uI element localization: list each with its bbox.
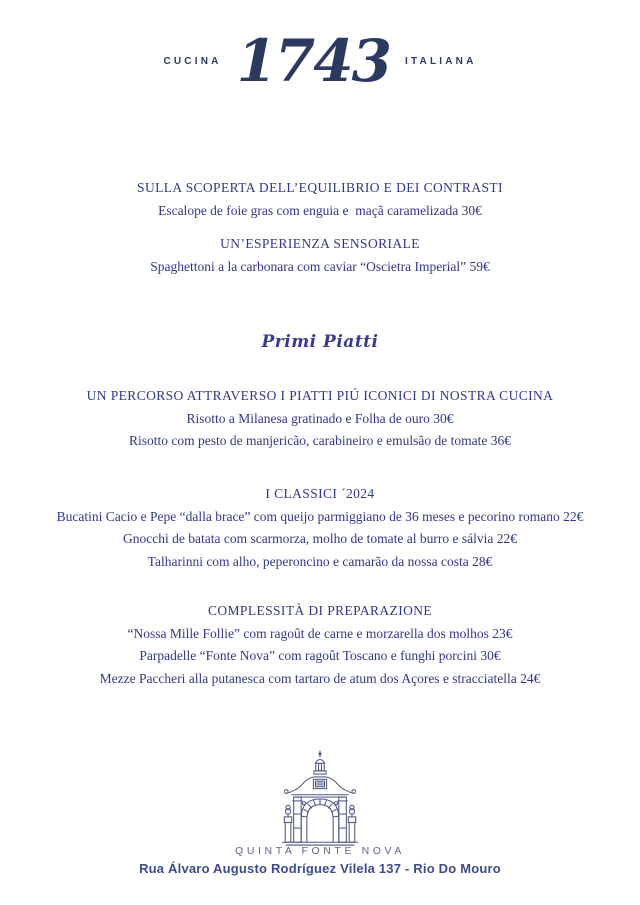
menu-item: Spaghettoni a la carbonara com caviar “Oscietra Imperial” 59€ (150, 258, 490, 274)
menu-section (0, 177, 640, 222)
footer-illustration (0, 750, 640, 848)
logo-word-italiana: ITALIANA (405, 55, 477, 67)
section-heading: UN’ESPERIENZA SENSORIALE (220, 236, 420, 251)
menu-item: Gnocchi de batata com scarmorza, molho de tomate al burro e sálvia 22€ (123, 531, 517, 546)
menu-item: Risotto a Milanesa gratinado e Folha de ouro 30€ (186, 410, 454, 426)
menu-item: “Nossa Mille Follie” com ragoût de carne e morzarella dos molhos 23€ (127, 625, 513, 641)
menu-section (0, 233, 640, 278)
section-heading: UN PERCORSO ATTRAVERSO I PIATTI PIÚ ICONICI DI NOSTRA CUCINA (86, 388, 554, 403)
menu-item: Bucatini Cacio e Pepe “dalla brace” com queijo parmiggiano de 36 meses e pecorino romano 22€ (56, 508, 584, 524)
course-divider-primi-piatti: Primi Piatti (261, 332, 379, 352)
baroque-gate-arch-icon (273, 750, 367, 848)
menu-item: Escalope de foie gras com enguia e maçã caramelizada 30€ (158, 202, 482, 218)
section-heading: COMPLESSITÀ DI PREPARAZIONE (207, 603, 433, 618)
menu-item: Risotto com pesto de manjericão, carabineiro e emulsão de tomate 36€ (128, 433, 511, 448)
logo-word-cucina: CUCINA (163, 55, 222, 67)
section-heading: I CLASSICI ´2024 (265, 486, 375, 501)
restaurant-logo (0, 26, 640, 96)
menu-item: Talharinni com alho, peperoncino e camarão da nossa costa 28€ (147, 553, 493, 569)
section-heading: SULLA SCOPERTA DELL’EQUILIBRIO E DEI CONTRASTI (137, 180, 503, 195)
menu-item: Parpadelle “Fonte Nova” com ragoût Toscano e funghi porcini 30€ (139, 648, 501, 663)
address-line: Rua Álvaro Augusto Rodríguez Vilela 137 - Rio Do Mouro (139, 861, 501, 876)
logo-numerals-1743: 1743 (236, 27, 390, 95)
menu-section (0, 600, 640, 690)
estate-name: QUINTA FONTE NOVA (235, 845, 405, 857)
menu-item: Mezze Paccheri alla putanesca com tartaro de atum dos Açores e stracciatella 24€ (99, 670, 541, 686)
menu-section (0, 385, 640, 453)
menu-section (0, 483, 640, 573)
